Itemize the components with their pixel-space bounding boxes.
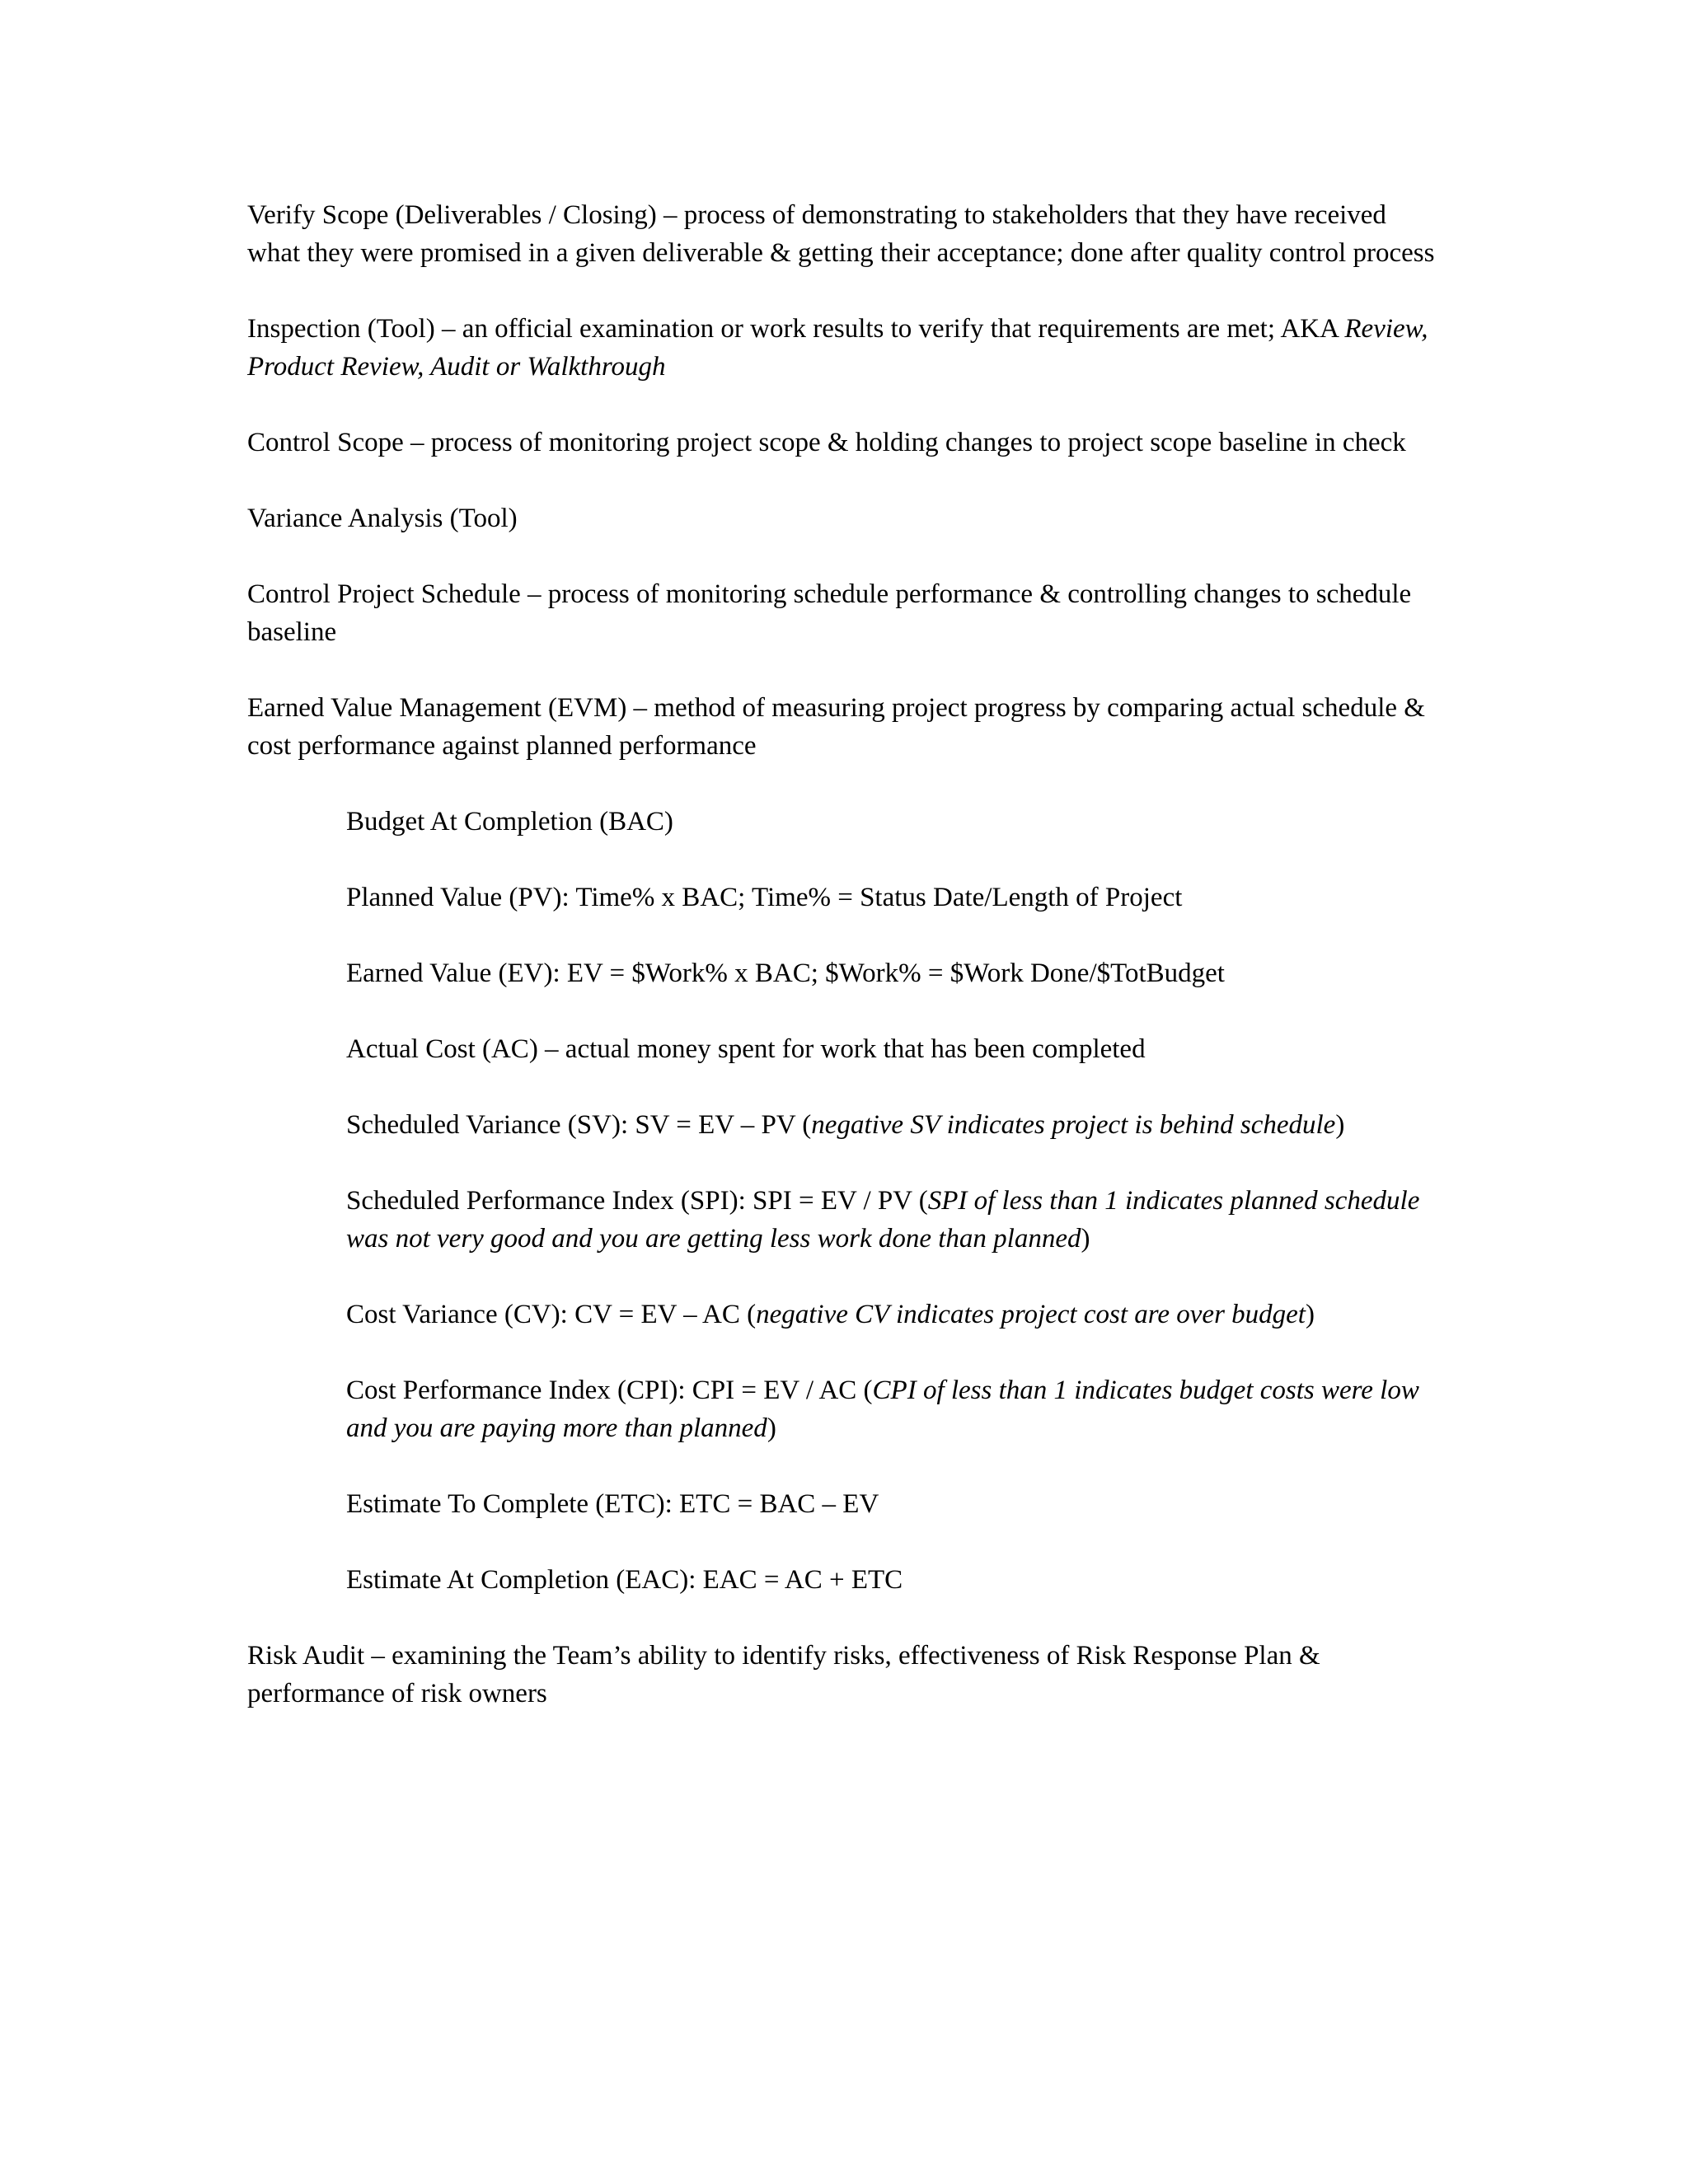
text-run: Variance Analysis (Tool) [247,504,518,533]
italic-text-run: negative CV indicates project cost are over budget [756,1300,1306,1329]
text-run: Estimate To Complete (ETC): ETC = BAC – EV [346,1489,879,1519]
paragraph [346,954,1441,992]
paragraph [247,424,1441,462]
text-run: Risk Audit – examining the Team’s ability to identify risks, effectiveness of Risk Response Plan & performance of risk owners [247,1641,1320,1708]
document-body [247,196,1441,1713]
paragraph [346,1106,1441,1144]
text-run: Scheduled Variance (SV): SV = EV – PV ( [346,1110,812,1140]
paragraph [346,1030,1441,1068]
text-run: ) [1335,1110,1345,1140]
text-run: ) [1081,1224,1090,1254]
italic-text-run: CPI of less than 1 indicates budget costs were low and you are paying more than planned [346,1376,1419,1443]
paragraph [247,310,1441,386]
paragraph [346,879,1441,916]
text-run: Estimate At Completion (EAC): EAC = AC + ETC [346,1565,903,1595]
paragraph [247,499,1441,537]
paragraph [346,1485,1441,1523]
text-run: Actual Cost (AC) – actual money spent for work that has been completed [346,1034,1146,1064]
paragraph [247,1637,1441,1713]
paragraph [346,1371,1441,1447]
text-run: Cost Variance (CV): CV = EV – AC ( [346,1300,757,1329]
paragraph [346,1296,1441,1333]
text-run: Scheduled Performance Index (SPI): SPI = EV / PV ( [346,1186,928,1216]
text-run: Control Scope – process of monitoring project scope & holding changes to project scope baseline in check [247,428,1406,457]
paragraph [247,196,1441,272]
text-run: Earned Value Management (EVM) – method of measuring project progress by comparing actual schedule & cost performance against planned performance [247,693,1425,761]
text-run: ) [767,1413,776,1443]
text-run: Cost Performance Index (CPI): CPI = EV / AC ( [346,1376,873,1405]
paragraph [247,575,1441,651]
italic-text-run: negative SV indicates project is behind schedule [811,1110,1336,1140]
text-run: Verify Scope (Deliverables / Closing) – process of demonstrating to stakeholders that they have received what they were promised in a given deliverable & getting their acceptance; done after quality control process [247,200,1435,268]
paragraph [346,1561,1441,1599]
paragraph [346,803,1441,841]
paragraph [346,1182,1441,1258]
text-run: Planned Value (PV): Time% x BAC; Time% = Status Date/Length of Project [346,883,1183,912]
paragraph [247,689,1441,765]
text-run: Budget At Completion (BAC) [346,807,673,837]
text-run: Earned Value (EV): EV = $Work% x BAC; $Work% = $Work Done/$TotBudget [346,958,1225,988]
text-run: Control Project Schedule – process of monitoring schedule performance & controlling changes to schedule baseline [247,579,1412,647]
text-run: Inspection (Tool) – an official examination or work results to verify that requirements are met; AKA [247,314,1345,344]
italic-text-run: Review, Product Review, Audit or Walkthrough [247,314,1428,382]
italic-text-run: SPI of less than 1 indicates planned schedule was not very good and you are getting less work done than planned [346,1186,1420,1254]
text-run: ) [1305,1300,1315,1329]
